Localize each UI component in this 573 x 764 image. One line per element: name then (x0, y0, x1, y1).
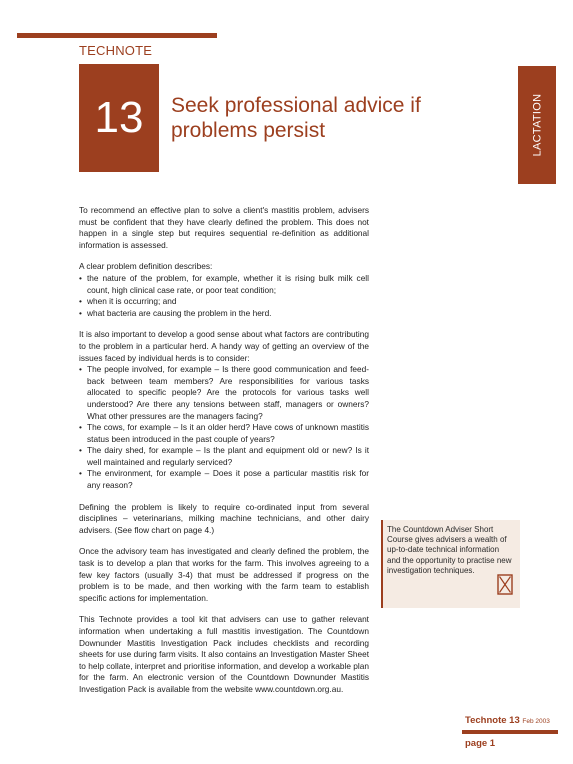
section-tab (518, 66, 556, 184)
factors-list (79, 364, 369, 492)
paragraph-4: Defining the problem is likely to require co-ordinated input from several disciplines – veterinarians, milking machine technicians, and other dairy advisers. (See flow chart on page 4.) (79, 501, 369, 535)
list-item: • the nature of the problem, for example, whether it is rising bulk milk cell count, high clinical case rate, or poor teat condition; (79, 273, 369, 296)
top-rule (17, 33, 217, 38)
footer-technote (465, 715, 550, 726)
technote-number: 13 (94, 93, 144, 142)
section-tab-label: LACTATION (531, 93, 543, 157)
technote-number-box (79, 64, 159, 172)
footer-date: Feb 2003 (522, 718, 550, 725)
list-item: • The dairy shed, for example – Is the plant and equipment old or new? Is it well maintained and regularly serviced? (79, 445, 369, 468)
page-title: Seek professional advice if problems persist (171, 94, 421, 142)
problem-definition-list (79, 273, 369, 319)
list-item: • The cows, for example – Is it an older herd? Have cows of unknown mastitis status been introduced in the past couple of years? (79, 422, 369, 445)
list-item: • when it is occurring; and (79, 296, 369, 308)
paragraph-6: This Technote provides a tool kit that advisers can use to gather relevant information when undertaking a full mastitis investigation. The Countdown Downunder Mastitis Investigation Pack includes checklists and recording sheets for use during farm visits. It also contains an Investigation Master Sheet to help collate, interpret and prioritise information, and develop a workable plan for the farm. An electronic version of the Countdown Downunder Mastitis Investigation Pack is available from the website www.countdown.org.au. (79, 614, 369, 694)
paragraph-2-lead: A clear problem definition describes: (79, 261, 213, 272)
page-number: page 1 (465, 738, 496, 749)
paragraph-1: To recommend an effective plan to solve a client's mastitis problem, advisers must be confident that they have clearly defined the problem. This does not happen in a single step but requires sequential re-definition as additional information is assessed. (79, 205, 369, 250)
list-item: • The people involved, for example – Is there good communication and feed-back between team members? Are responsibilities for various tasks allocated to specific people? Are the protocols for various tasks well understood? Are there any tensions between staff, managers or owners? What other pressures are the managers facing? (79, 364, 369, 422)
technote-label: TECHNOTE (79, 43, 153, 58)
checkbox-icon (497, 574, 513, 595)
paragraph-5: Once the advisory team has investigated and clearly defined the problem, the task is to develop a plan that works for the farm. This involves agreeing to a few key factors (usually 3-4) that must be addressed if progress on the problem is to be made, and then working with the farm team to establish specific actions for implementation. (79, 546, 369, 603)
footer-technote-label: Technote 13 (465, 715, 520, 726)
footer-rule (462, 730, 558, 734)
list-item: • The environment, for example – Does it pose a particular mastitis risk for any reason? (79, 468, 369, 491)
paragraph-3-lead: It is also important to develop a good sense about what factors are contributing to the problem in a particular herd. A handy way of getting an overview of the issues faced by individual herds is to consider: (79, 329, 369, 363)
list-item: • what bacteria are causing the problem in the herd. (79, 308, 369, 320)
callout-text: The Countdown Adviser Short Course gives advisers a wealth of up-to-date technical information and the opportunity to practise new investigation techniques. (387, 525, 512, 575)
main-body (79, 205, 369, 706)
adviser-course-callout (381, 520, 520, 608)
callout-accent-bar (381, 520, 383, 608)
